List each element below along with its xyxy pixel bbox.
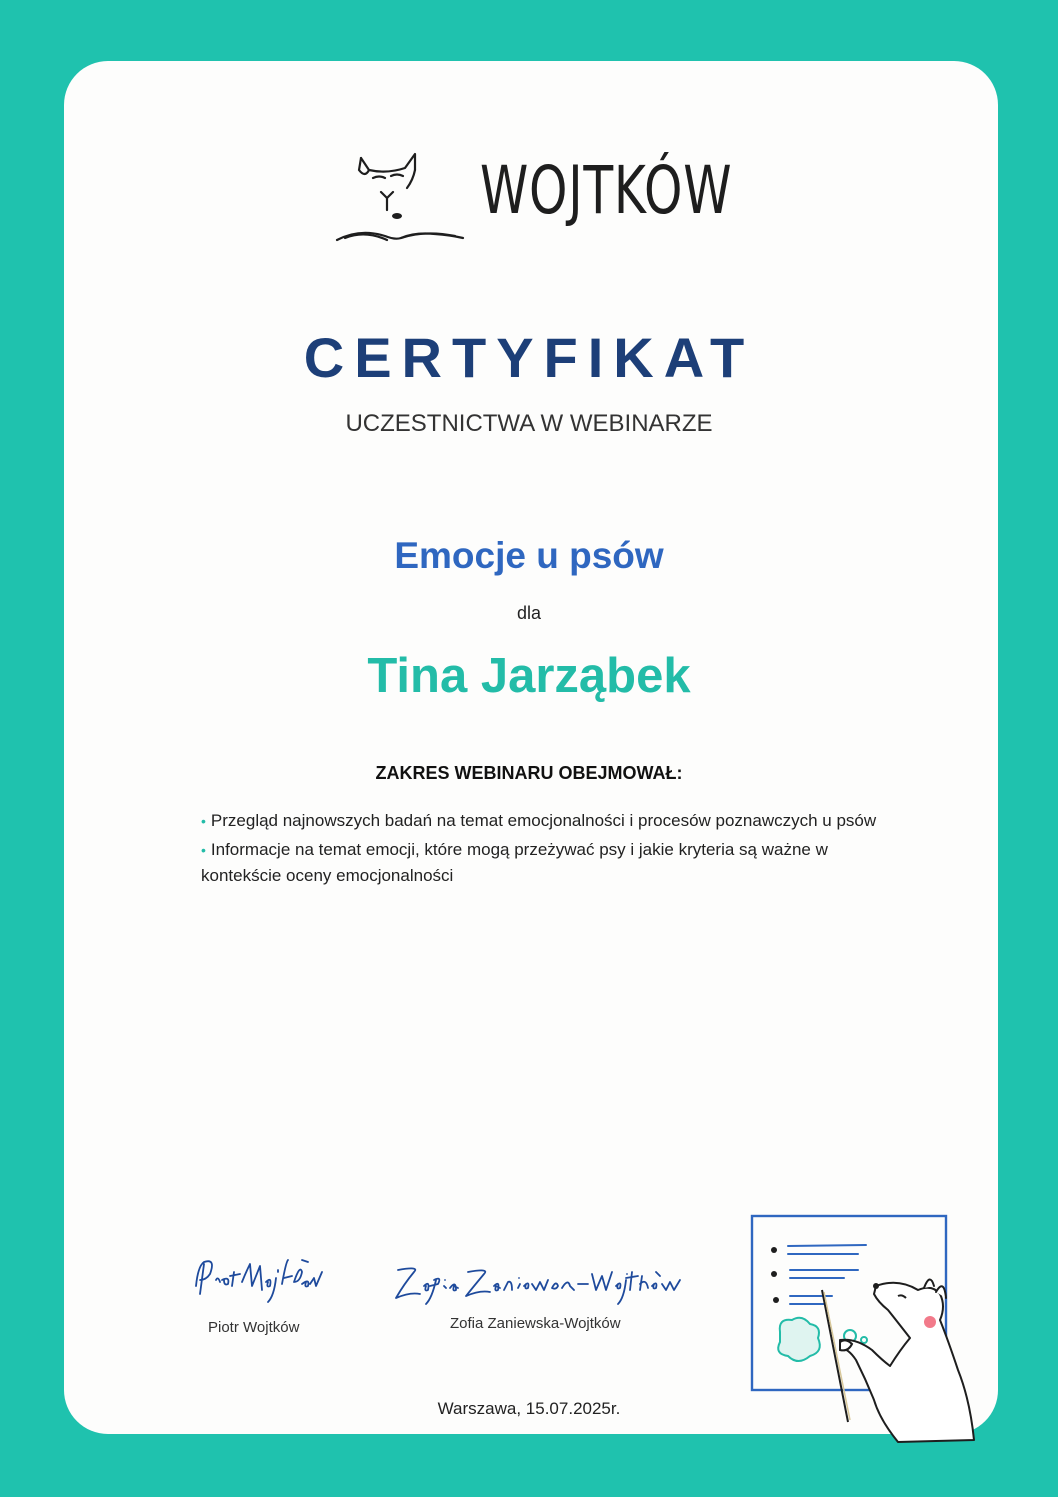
certificate-title: CERTYFIKAT	[303, 326, 755, 389]
for-label: dla	[516, 603, 542, 623]
signatory-name: Zofia Zaniewska-Wojtków	[450, 1315, 621, 1332]
list-item	[201, 808, 901, 834]
scope-list	[201, 808, 901, 892]
signature-image	[190, 1252, 330, 1312]
dog-teacher-illustration-icon	[748, 1210, 988, 1450]
signature-piotr	[190, 1252, 330, 1336]
brand-name: WOJTKÓW	[480, 152, 733, 229]
recipient-name: Tina Jarząbek	[367, 649, 691, 703]
bullet-icon: •	[201, 842, 206, 858]
place-date: Warszawa, 15.07.2025r.	[437, 1399, 621, 1418]
signatory-name: Piotr Wojtków	[208, 1319, 300, 1336]
signature-image	[390, 1258, 690, 1308]
scope-item-text: Przegląd najnowszych badań na temat emocjonalności i procesów poznawczych u psów	[210, 811, 877, 830]
certificate-subtitle: UCZESTNICTWA W WEBINARZE	[345, 410, 713, 437]
signature-zofia	[390, 1258, 690, 1332]
brand-logo	[335, 148, 735, 248]
dog-reading-logo-icon	[335, 148, 470, 248]
scope-heading: ZAKRES WEBINARU OBEJMOWAŁ:	[375, 763, 683, 783]
scope-item-text: Informacje na temat emocji, które mogą przeżywać psy i jakie kryteria są ważne w kontekście oceny emocjonalności	[201, 840, 828, 885]
list-item	[201, 837, 901, 889]
webinar-title: Emocje u psów	[394, 535, 664, 576]
bullet-icon: •	[201, 813, 206, 829]
